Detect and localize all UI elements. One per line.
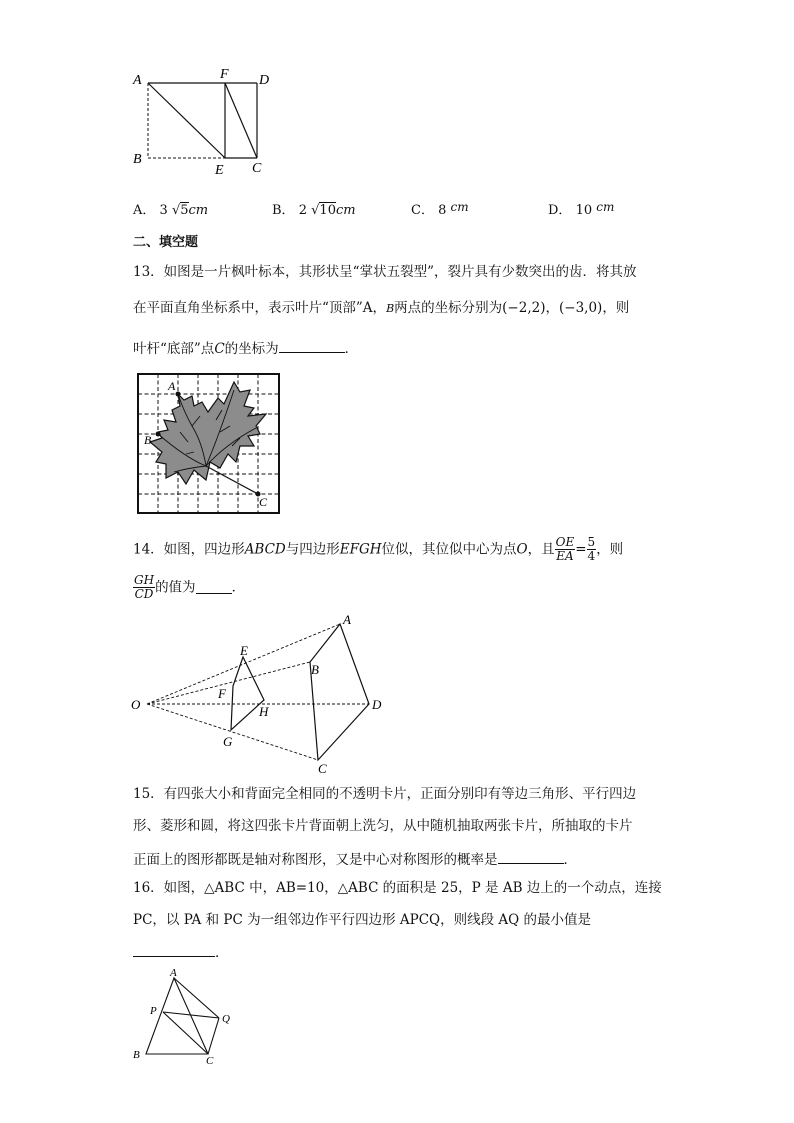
- option-d[interactable]: D． 10 cm: [548, 200, 615, 218]
- q14-line2: $\frac{GH}{CD}$ 的值为 ．: [134, 573, 246, 602]
- segment-aq: [174, 978, 219, 1018]
- fraction-oe-ea: $\frac{OE}{EA}$: [555, 535, 575, 564]
- label-b: B: [311, 662, 319, 677]
- figure-q13-maple-leaf: [136, 372, 282, 516]
- q13-line2: 在平面直角坐标系中，表示叶片“顶部”A，B两点的坐标分别为(−2,2)，(−3,0)，则: [133, 300, 630, 316]
- label-f: F: [218, 686, 226, 701]
- answer-blank[interactable]: [196, 581, 232, 594]
- label-c: C: [318, 761, 327, 775]
- label-e: E: [215, 163, 224, 178]
- answer-blank[interactable]: [133, 944, 215, 957]
- label-a: A: [168, 379, 176, 393]
- label-f: F: [220, 67, 229, 82]
- answer-blank[interactable]: [279, 340, 345, 353]
- label-g: G: [223, 734, 233, 749]
- segment-pc: [163, 1012, 208, 1054]
- figure-q16-parallelogram: [128, 966, 238, 1066]
- quad-efgh: [231, 657, 264, 730]
- point-a: [176, 392, 181, 397]
- q15-line1: 15．有四张大小和背面完全相同的不透明卡片，正面分别印有等边三角形、平行四边: [133, 786, 637, 802]
- label-d: D: [259, 73, 270, 88]
- quad-abcd: [310, 624, 369, 760]
- option-b[interactable]: B． 2 √10cm: [272, 203, 356, 218]
- label-p: P: [150, 1005, 157, 1017]
- section-title: 二、填空题: [133, 235, 199, 250]
- segment-ae: [148, 83, 225, 158]
- label-c: C: [206, 1055, 214, 1066]
- label-b: B: [133, 1049, 140, 1061]
- q14-line1: 14．如图，四边形ABCD与四边形EFGH位似，其位似中心为点O，且 $\frac{OE}{EA}$ = $\frac{5}{4}$ ，则: [133, 535, 624, 564]
- label-b: B: [133, 152, 142, 167]
- segment-qc: [208, 1018, 219, 1054]
- label-e: E: [240, 643, 248, 658]
- sqrt-symbol: √: [171, 203, 181, 218]
- label-o: O: [131, 697, 141, 712]
- label-a: A: [170, 967, 177, 979]
- fraction-5-4: $\frac{5}{4}$: [587, 535, 596, 564]
- answer-blank[interactable]: [498, 851, 564, 864]
- figure-q12-rectangle: [125, 62, 285, 180]
- option-a[interactable]: A． 3 √5cm: [133, 203, 209, 218]
- label-q: Q: [222, 1013, 230, 1025]
- q16-line2: PC，以 PA 和 PC 为一组邻边作平行四边形 APCQ，则线段 AQ 的最小值是: [133, 912, 592, 928]
- point-b: [156, 432, 161, 437]
- label-h: H: [259, 704, 269, 719]
- q13-line1: 13．如图是一片枫叶标本，其形状呈“掌状五裂型”，裂片具有少数突出的齿．将其放: [133, 264, 637, 280]
- sqrt-symbol: √: [311, 203, 320, 218]
- label-d: D: [372, 697, 382, 712]
- label-b: B: [144, 433, 152, 447]
- option-c[interactable]: C． 8 cm: [411, 200, 469, 218]
- q16-line3: ．: [133, 944, 229, 961]
- label-a: A: [343, 612, 351, 627]
- label-c: C: [259, 495, 268, 509]
- fraction-gh-cd: $\frac{GH}{CD}$: [134, 573, 155, 602]
- label-a: A: [133, 73, 142, 88]
- figure-q14-homothety: [125, 610, 395, 775]
- label-c: C: [252, 161, 262, 176]
- q15-line3: 正面上的图形都既是轴对称图形，又是中心对称图形的概率是 ．: [133, 852, 577, 868]
- q13-line3: 叶杆“底部”点C的坐标为 ．: [133, 341, 359, 357]
- q15-line2: 形、菱形和圆，将这四张卡片背面朝上洗匀，从中随机抽取两张卡片，所抽取的卡片: [133, 818, 633, 834]
- segment-fc: [225, 83, 257, 158]
- q16-line1: 16．如图，△ABC 中，AB=10，△ABC 的面积是 25，P 是 AB 边上的一个动点，连接: [133, 880, 662, 896]
